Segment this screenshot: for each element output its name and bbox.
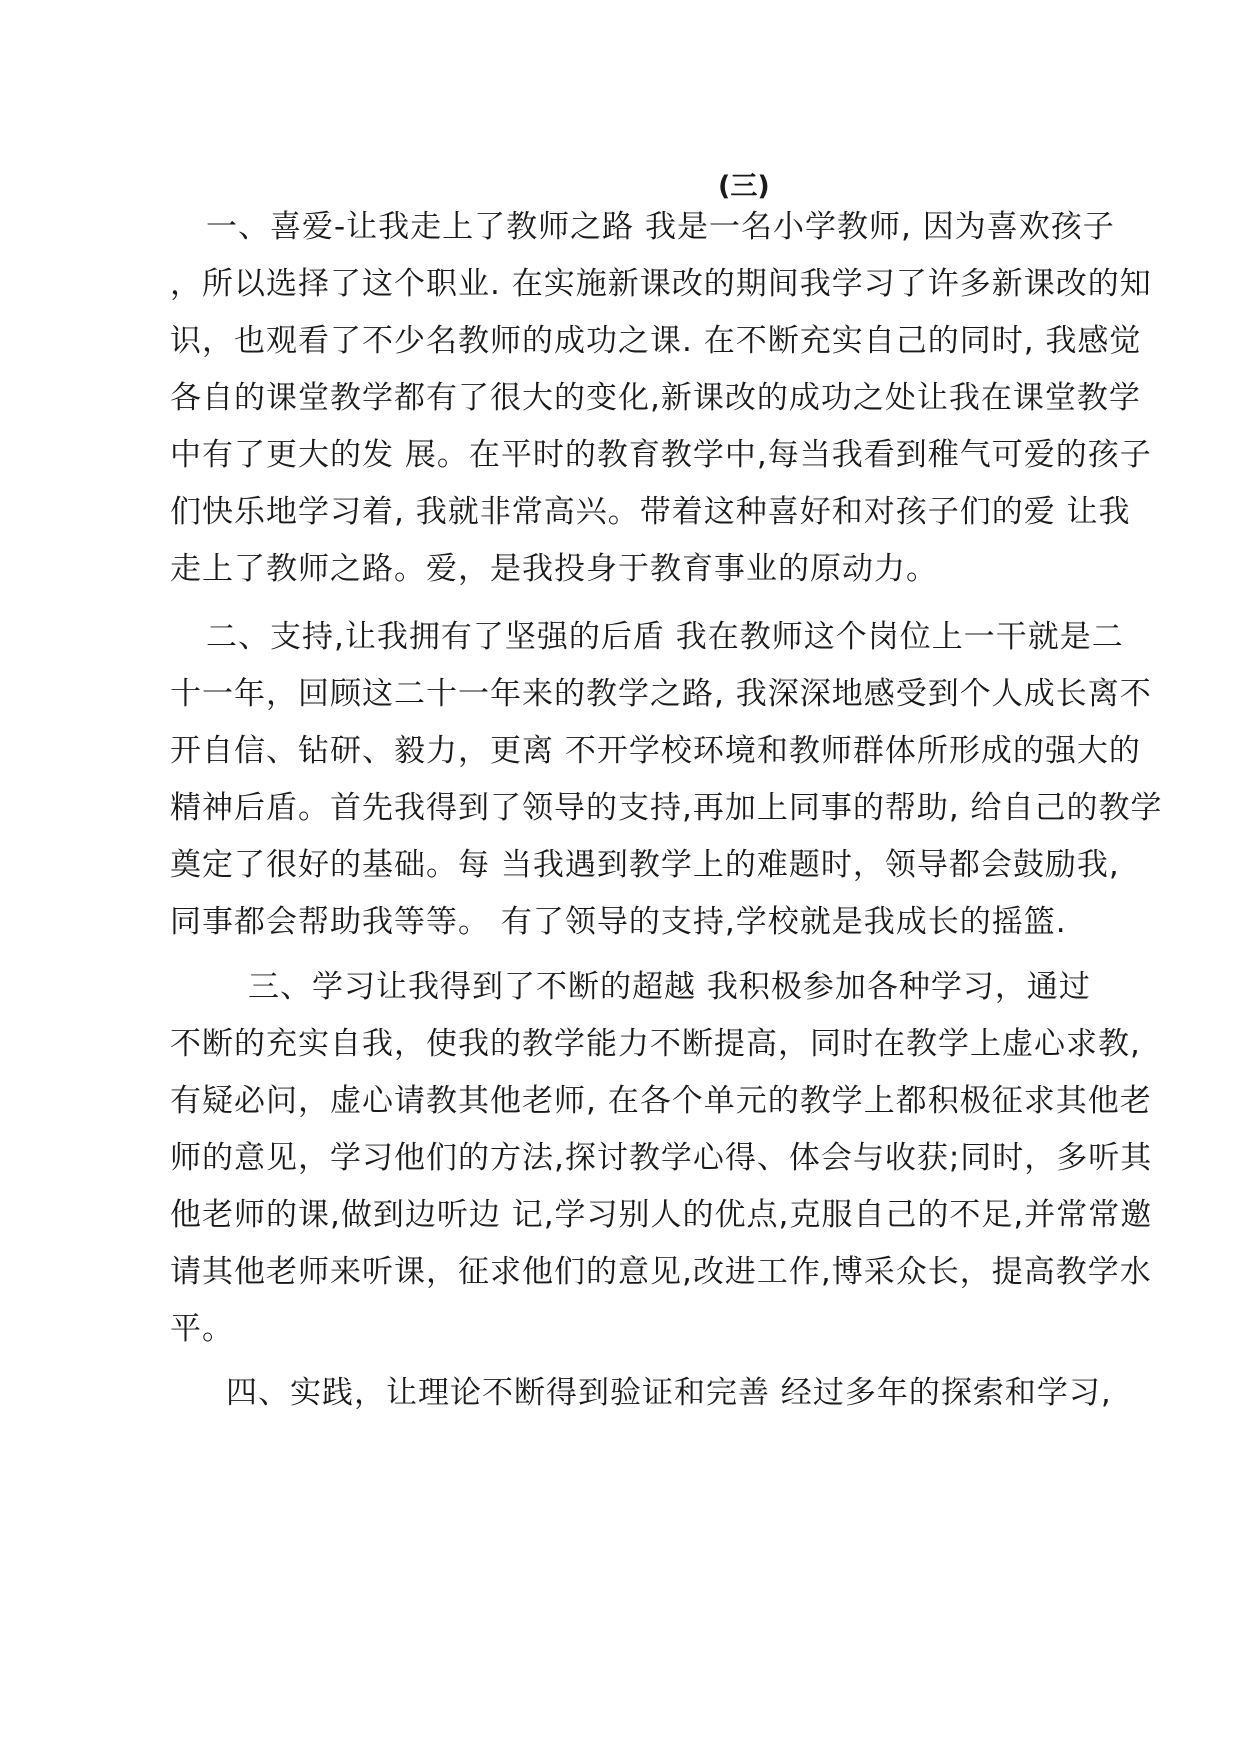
paragraph-2-line-3: 开自信、钻研、毅力，更离 不开学校环境和教师群体所形成的强大的 xyxy=(170,733,1141,769)
paragraph-3-line-1: 三、学习让我得到了不断的超越 我积极参加各种学习，通过 xyxy=(248,969,1091,1005)
paragraph-2-line-1: 二、支持,让我拥有了坚强的后盾 我在教师这个岗位上一干就是二 xyxy=(206,619,1124,655)
paragraph-1-line-5: 中有了更大的发 展。在平时的教育教学中,每当我看到稚气可爱的孩子 xyxy=(170,437,1152,473)
paragraph-4-line-1: 四、实践，让理论不断得到验证和完善 经过多年的探索和学习, xyxy=(226,1375,1112,1411)
paragraph-1-line-7: 走上了教师之路。爱，是我投身于教育事业的原动力。 xyxy=(170,551,938,587)
paragraph-1-line-6: 们快乐地学习着, 我就非常高兴。带着这种喜好和对孩子们的爱 让我 xyxy=(170,494,1131,530)
section-heading: (三) xyxy=(718,171,770,202)
paragraph-1-line-2: ，所以选择了这个职业. 在实施新课改的期间我学习了许多新课改的知 xyxy=(170,266,1152,302)
paragraph-3-line-3: 有疑必问，虚心请教其他老师, 在各个单元的教学上都积极征求其他老 xyxy=(170,1083,1152,1119)
paragraph-2-line-2: 十一年，回顾这二十一年来的教学之路, 我深深地感受到个人成长离不 xyxy=(170,676,1152,712)
paragraph-3-line-5: 他老师的课,做到边听边 记,学习别人的优点,克服自己的不足,并常常邀 xyxy=(170,1197,1153,1233)
paragraph-2-line-6: 同事都会帮助我等等。 有了领导的支持,学校就是我成长的摇篮. xyxy=(170,904,1067,940)
paragraph-3-line-7: 平。 xyxy=(170,1311,234,1347)
paragraph-2-line-5: 奠定了很好的基础。每 当我遇到教学上的难题时，领导都会鼓励我, xyxy=(170,847,1120,883)
paragraph-3-line-2: 不断的充实自我，使我的教学能力不断提高，同时在教学上虚心求教, xyxy=(170,1026,1141,1062)
paragraph-3-line-6: 请其他老师来听课，征求他们的意见,改进工作,博采众长，提高教学水 xyxy=(170,1254,1152,1290)
paragraph-1-line-1: 一、喜爱-让我走上了教师之路 我是一名小学教师, 因为喜欢孩子 xyxy=(206,209,1115,245)
paragraph-1-line-3: 识，也观看了不少名教师的成功之课. 在不断充实自己的同时, 我感觉 xyxy=(170,323,1142,359)
paragraph-2-line-4: 精神后盾。首先我得到了领导的支持,再加上同事的帮助, 给自己的教学 xyxy=(170,790,1163,826)
paragraph-3-line-4: 师的意见，学习他们的方法,探讨教学心得、体会与收获;同时，多听其 xyxy=(170,1140,1153,1176)
paragraph-1-line-4: 各自的课堂教学都有了很大的变化,新课改的成功之处让我在课堂教学 xyxy=(170,380,1141,416)
